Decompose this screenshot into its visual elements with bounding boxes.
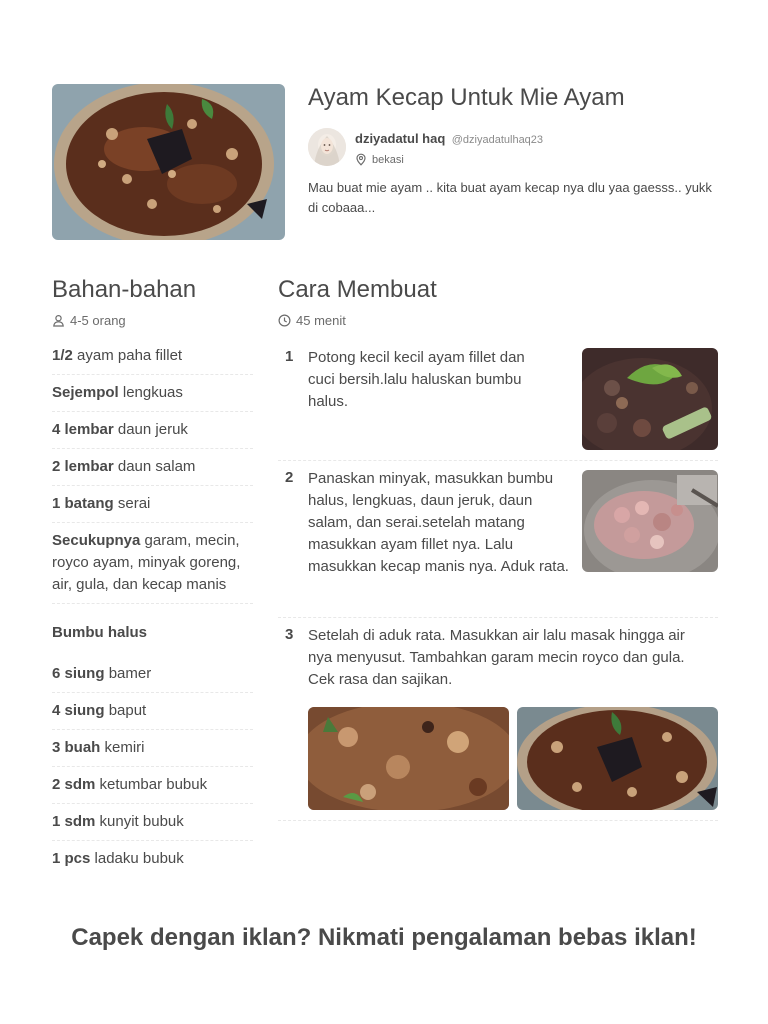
step-text: Panaskan minyak, masukkan bumbu halus, lengkuas, daun jeruk, daun salam, dan serai.setelah matang masukkan ayam fillet nya. Lalu masukkan kecap manis nya. Aduk rata. [308, 470, 569, 575]
ingredient-qty: 1 sdm [52, 813, 96, 830]
step-item [278, 340, 718, 461]
person-icon [52, 314, 70, 327]
recipe-description: Mau buat mie ayam .. kita buat ayam kecap nya dlu yaa gaesss.. yukk di cobaaa... [308, 180, 712, 215]
ingredient-name: baput [108, 702, 147, 719]
ingredient-name: kunyit bubuk [99, 813, 184, 830]
ingredient-item[interactable] [52, 412, 253, 449]
ingredient-qty: 1/2 [52, 347, 73, 364]
ingredient-item[interactable] [52, 804, 253, 841]
ingredient-qty: 2 lembar [52, 458, 114, 475]
clock-icon [278, 314, 296, 327]
ingredient-name: ketumbar bubuk [99, 776, 208, 793]
ingredient-name: garam, mecin, royco ayam, minyak goreng, air, gula, dan kecap manis [52, 532, 241, 593]
servings-text: 4-5 orang [70, 313, 126, 328]
step-number: 3 [285, 626, 294, 643]
ingredient-qty: 4 lembar [52, 421, 114, 438]
ad-free-promo[interactable]: Capek dengan iklan? Nikmati pengalaman bebas iklan! [71, 924, 697, 951]
author-block[interactable] [308, 128, 543, 166]
ingredient-qty: Secukupnya [52, 532, 141, 549]
servings [52, 313, 126, 328]
location-pin-icon [355, 153, 372, 166]
ingredient-qty: 1 pcs [52, 850, 91, 867]
ingredient-name: serai [117, 495, 151, 512]
ingredient-name: lengkuas [122, 384, 183, 401]
ingredient-name: ayam paha fillet [77, 347, 183, 364]
step-photo[interactable] [308, 707, 509, 810]
ingredient-name: daun jeruk [117, 421, 188, 438]
ingredient-qty: 6 siung [52, 665, 105, 682]
avatar[interactable] [308, 128, 346, 166]
step-text: Setelah di aduk rata. Masukkan air lalu masak hingga air nya menyusut. Tambahkan garam mecin royco dan gula. Cek rasa dan sajikan. [308, 627, 685, 688]
step-number: 1 [285, 348, 294, 365]
ingredient-item[interactable] [52, 841, 253, 877]
author-handle[interactable]: @dziyadatulhaq23 [451, 134, 544, 146]
ingredient-list [52, 338, 253, 877]
step-photo[interactable] [582, 470, 718, 572]
ingredient-name: kemiri [104, 739, 145, 756]
step-number: 2 [285, 469, 294, 486]
ingredient-item[interactable] [52, 730, 253, 767]
step-photo[interactable] [582, 348, 718, 450]
steps-heading: Cara Membuat [278, 276, 437, 303]
ingredient-qty: 4 siung [52, 702, 105, 719]
ingredient-item[interactable] [52, 338, 253, 375]
ingredient-name: daun salam [117, 458, 196, 475]
ingredient-qty: 3 buah [52, 739, 101, 756]
step-item [278, 461, 718, 618]
step-photo[interactable] [517, 707, 718, 810]
author-name[interactable]: dziyadatul haq [355, 131, 446, 146]
step-text: Potong kecil kecil ayam fillet dan cuci bersih.lalu haluskan bumbu halus. [308, 349, 525, 410]
ingredient-item[interactable] [52, 486, 253, 523]
ingredient-item[interactable] [52, 693, 253, 730]
ingredient-qty: 2 sdm [52, 776, 96, 793]
author-location: bekasi [372, 153, 404, 166]
ingredient-item[interactable] [52, 375, 253, 412]
ingredient-item[interactable] [52, 449, 253, 486]
step-list [278, 340, 718, 821]
ingredient-item[interactable] [52, 767, 253, 804]
recipe-photo[interactable] [52, 84, 285, 240]
ingredient-qty: Sejempol [52, 384, 119, 401]
ingredient-item[interactable] [52, 656, 253, 693]
cook-time-text: 45 menit [296, 313, 346, 328]
cook-time [278, 313, 346, 328]
ingredient-group-heading: Bumbu halus [52, 624, 148, 641]
ingredient-name: ladaku bubuk [94, 850, 184, 867]
step-item [278, 618, 718, 821]
ingredient-name: bamer [108, 665, 152, 682]
ingredient-item[interactable] [52, 523, 253, 604]
ingredients-heading: Bahan-bahan [52, 276, 197, 303]
ingredient-qty: 1 batang [52, 495, 114, 512]
recipe-title: Ayam Kecap Untuk Mie Ayam [308, 84, 625, 111]
